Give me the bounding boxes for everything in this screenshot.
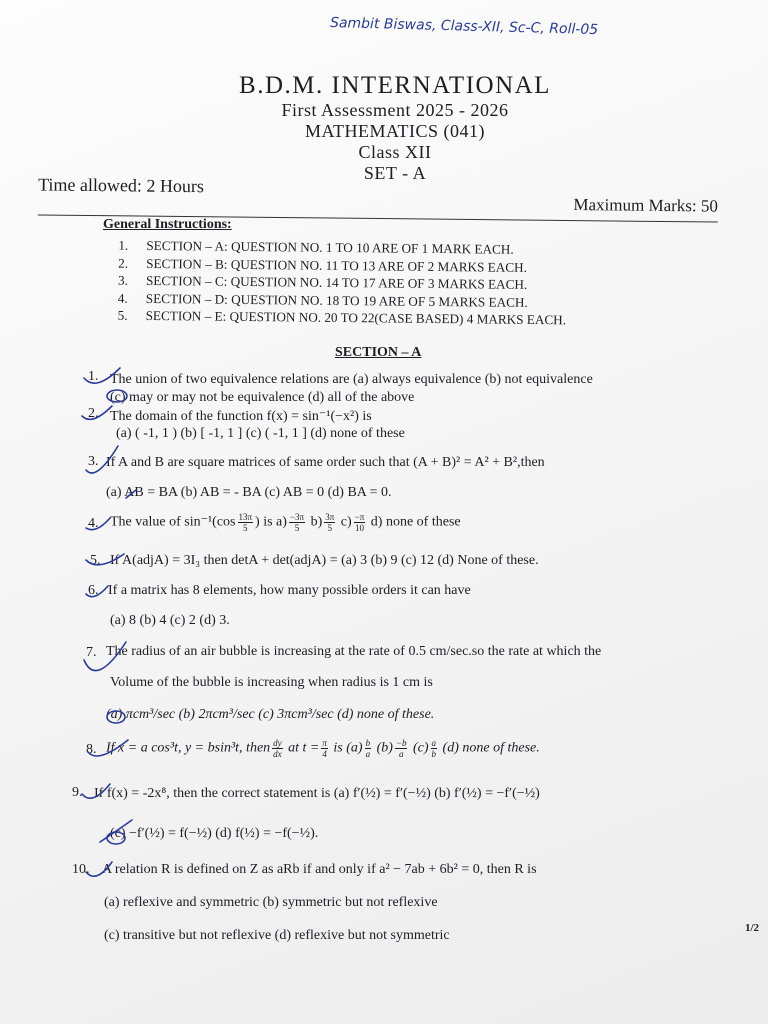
question-number: 7. (86, 645, 97, 660)
instruction-item: 1. SECTION – A: QUESTION NO. 1 TO 10 ARE OF 1 MARK EACH. (118, 237, 514, 257)
question-number: 8. (86, 742, 97, 757)
question-7-options: (a) πcm³/sec (b) 2πcm³/sec (c) 3πcm³/sec (d) none of these. (106, 707, 435, 722)
question-1-options: (c) may or may not be equivalence (d) all of the above (110, 390, 415, 405)
question-1-text: The union of two equivalence relations are (a) always equivalence (b) not equivalence (110, 372, 593, 387)
question-4-text: The value of sin⁻¹(cos $\frac{13\pi}{5}$ ) is a) $\frac{-3\pi}{5}$ b) $\frac{3\pi}{5}$ c) $\frac{-\pi}{10}$ d) none of these (110, 512, 461, 533)
school-name: B.D.M. INTERNATIONAL (239, 72, 551, 99)
instructions-list (118, 237, 567, 329)
general-instructions-title: General Instructions: (103, 217, 232, 232)
set-title: SET - A (363, 163, 427, 183)
question-10-options-line2: (c) transitive but not reflexive (d) reflexive but not symmetric (104, 928, 450, 943)
instruction-item: 2. SECTION – B: QUESTION NO. 11 TO 13 ARE OF 2 MARKS EACH. (118, 255, 528, 275)
question-8-text: If x = a cos³t, y = bsin³t, then $\frac{dy}{dx}$ at t = $\frac{\pi}{4}$ is (a) $\frac{b}{a}$ (b) $\frac{-b}{a}$ (c) $\frac{a}{b}$ (d) none of these. (106, 738, 540, 759)
question-3-options: (a) AB = BA (b) AB = - BA (c) AB = 0 (d) BA = 0. (106, 485, 392, 500)
exam-header (0, 72, 768, 184)
question-9-text: If f(x) = -2x⁸, then the correct statement is (a) f′(½) = f′(−½) (b) f′(½) = −f′(−½) (94, 786, 540, 801)
instruction-item: 5. SECTION – E: QUESTION NO. 20 TO 22(CASE BASED) 4 MARKS EACH. (117, 307, 567, 328)
time-marks-line (38, 174, 718, 222)
question-6-options: (a) 8 (b) 4 (c) 2 (d) 3. (110, 613, 230, 628)
question-number: 1. (88, 369, 99, 384)
handwritten-student-note: Sambit Biswas, Class-XII, Sc-C, Roll-05 (329, 15, 599, 39)
subject-title: MATHEMATICS (041) (304, 121, 485, 141)
instruction-item: 4. SECTION – D: QUESTION NO. 18 TO 19 ARE OF 5 MARKS EACH. (117, 290, 528, 310)
assessment-title: First Assessment 2025 - 2026 (281, 100, 509, 120)
question-6-text: If a matrix has 8 elements, how many possible orders it can have (108, 583, 471, 598)
question-number: 9. (72, 785, 83, 800)
question-2-options: (a) ( -1, 1 ) (b) [ -1, 1 ] (c) ( -1, 1 ] (d) none of these (116, 426, 405, 441)
instruction-item: 3. SECTION – C: QUESTION NO. 14 TO 17 ARE OF 3 MARKS EACH. (117, 272, 528, 292)
question-number: 3. (88, 454, 99, 469)
question-10-options-line1: (a) reflexive and symmetric (b) symmetric but not reflexive (104, 895, 438, 910)
question-7-text: The radius of an air bubble is increasing at the rate of 0.5 cm/sec.so the rate at which the (106, 644, 602, 659)
question-number: 10. (72, 862, 90, 877)
question-9-options: (c) −f′(½) = f(−½) (d) f(½) = −f(−½). (110, 826, 319, 841)
question-number: 6. (88, 583, 99, 598)
question-5-text: If A(adjA) = 3I₃ then detA + det(adjA) = (a) 3 (b) 9 (c) 12 (d) None of these. (110, 553, 539, 568)
question-3-text: If A and B are square matrices of same order such that (A + B)² = A² + B²,then (106, 455, 545, 470)
question-2-text: The domain of the function f(x) = sin⁻¹(−x²) is (110, 409, 372, 424)
time-allowed: Time allowed: 2 Hours (38, 174, 205, 197)
section-a-title: SECTION – A (335, 345, 422, 360)
class-title: Class XII (358, 142, 432, 162)
question-7-text-line2: Volume of the bubble is increasing when radius is 1 cm is (110, 675, 433, 690)
question-10-text: A relation R is defined on Z as aRb if and only if a² − 7ab + 6b² = 0, then R is (102, 862, 537, 877)
question-number: 4. (88, 516, 99, 531)
maximum-marks: Maximum Marks: 50 (573, 195, 719, 216)
question-number: 2. (88, 406, 99, 421)
question-number: 5. (90, 553, 101, 568)
page-number: 1/2 (745, 922, 760, 934)
